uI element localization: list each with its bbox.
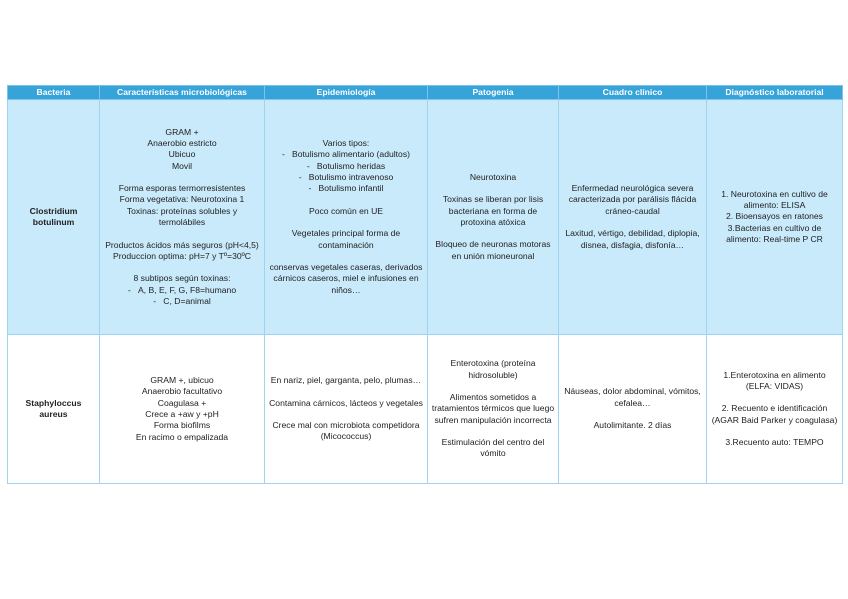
- table-row: [8, 100, 843, 335]
- cell-text: Anaerobio facultativo: [141, 386, 223, 397]
- cell-text: Vegetales principal forma de contaminación: [291, 228, 401, 250]
- cell-text: 8 subtipos según toxinas:: [133, 273, 231, 284]
- cell-text: Alimentos sometidos a tratamientos térmicos que luego sufren manipulación incorrecta: [431, 391, 555, 425]
- bacteria-name-line: Clostridium: [29, 205, 78, 216]
- cell-text: 3.Recuento auto: TEMPO: [725, 437, 824, 448]
- cell-text: Forma vegetativa: Neurotoxina 1: [119, 194, 245, 205]
- cell-text: Bloqueo de neuronas motoras en unión mioneuronal: [435, 239, 551, 261]
- header-row: [8, 86, 843, 100]
- cell-text: En racimo o empalizada: [135, 431, 229, 442]
- diagnosis-cell: [707, 335, 843, 484]
- header-pathogenesis: Patogenia: [428, 86, 559, 100]
- pathogenesis-cell: [428, 335, 559, 484]
- cell-text: Autolimitante. 2 días: [593, 420, 672, 431]
- cell-text: Coagulasa +: [157, 397, 207, 408]
- epidemiology-cell: [265, 100, 428, 335]
- cell-text: Toxinas: proteínas solubles y termolábiles: [126, 205, 238, 228]
- cell-text: Movil: [171, 160, 193, 171]
- cell-text: 1. Neurotoxina en cultivo de alimento: ELISA: [721, 188, 828, 210]
- header-bacteria: Bacteria: [8, 86, 100, 100]
- bullet-item: - A, B, E, F, G, F8=humano: [103, 285, 261, 296]
- epidemiology-cell: [265, 335, 428, 484]
- diagnosis-cell: [707, 100, 843, 335]
- cell-text: 2. Bioensayos en ratones: [726, 211, 823, 222]
- cell-text: En nariz, piel, garganta, pelo, plumas…: [270, 375, 422, 386]
- cell-text: Náuseas, dolor abdominal, vómitos, cefalea…: [564, 386, 701, 408]
- cell-text: Forma esporas termorresistentes: [118, 183, 246, 194]
- cell-text: conservas vegetales caseras, derivados cárnicos caseros, miel e infusiones en niños…: [269, 261, 423, 295]
- table-row: [8, 335, 843, 484]
- cell-text: Productos ácidos más seguros (pH<4,5): [105, 239, 259, 250]
- cell-text: Estimulación del centro del vómito: [441, 437, 545, 459]
- header-clinical: Cuadro clínico: [559, 86, 707, 100]
- microbiology-table: [7, 85, 843, 484]
- bacteria-name-cell: [8, 335, 100, 484]
- bullet-item: - Botulismo infantil: [268, 183, 424, 194]
- cell-text: Forma biofilms: [153, 420, 211, 431]
- bacteria-name-line: Staphyloccus: [25, 397, 82, 408]
- bullet-item: - Botulismo alimentario (adultos): [268, 149, 424, 160]
- cell-text: Varios tipos:: [322, 138, 370, 149]
- header-diagnosis: Diagnóstico laboratorial: [707, 86, 843, 100]
- cell-text: Crece mal con microbiota competidora (Micococcus): [272, 420, 420, 442]
- bullet-item: - Botulismo intravenoso: [268, 172, 424, 183]
- cell-text: Neurotoxina: [469, 171, 517, 182]
- header-microbiological: Características microbiológicas: [100, 86, 265, 100]
- cell-text: Produccion optima: pH=7 y Tº=30ºC: [113, 250, 251, 261]
- bullet-item: - Botulismo heridas: [268, 161, 424, 172]
- cell-text: Laxitud, vértigo, debilidad, diplopia, disnea, disfagia, disfonía…: [565, 228, 700, 250]
- cell-text: Enterotoxina (proteína hidrosoluble): [450, 358, 536, 380]
- micro-cell: [100, 100, 265, 335]
- clinical-cell: [559, 335, 707, 484]
- cell-text: GRAM +: [165, 126, 199, 137]
- pathogenesis-cell: [428, 100, 559, 335]
- micro-cell: [100, 335, 265, 484]
- cell-text: GRAM +, ubicuo: [150, 374, 214, 385]
- bacteria-name-line: botulinum: [32, 217, 75, 227]
- cell-text: Toxinas se liberan por lisis bacteriana en forma de protoxina atóxica: [442, 194, 544, 227]
- cell-text: Crece a +aw y +pH: [145, 409, 219, 419]
- bacteria-name-cell: [8, 100, 100, 335]
- cell-text: Contamina cárnicos, lácteos y vegetales: [269, 397, 423, 408]
- cell-text: Anaerobio estricto: [147, 138, 217, 149]
- bullet-item: - C, D=animal: [103, 296, 261, 307]
- bacteria-name-line: aureus: [39, 409, 68, 419]
- clinical-cell: [559, 100, 707, 335]
- header-epidemiology: Epidemiología: [265, 86, 428, 100]
- cell-text: Poco común en UE: [308, 205, 384, 216]
- cell-text: 2. Recuento e identificación (AGAR Baid Parker y coagulasa): [711, 403, 838, 425]
- cell-text: 1.Enterotoxina en alimento (ELFA: VIDAS): [723, 369, 826, 391]
- cell-text: Enfermedad neurológica severa caracterizada por parálisis flácida cráneo-caudal: [568, 183, 697, 216]
- cell-text: 3.Bacterias en cultivo de alimento: Real-time P CR: [726, 222, 823, 245]
- cell-text: Ubicuo: [168, 149, 196, 160]
